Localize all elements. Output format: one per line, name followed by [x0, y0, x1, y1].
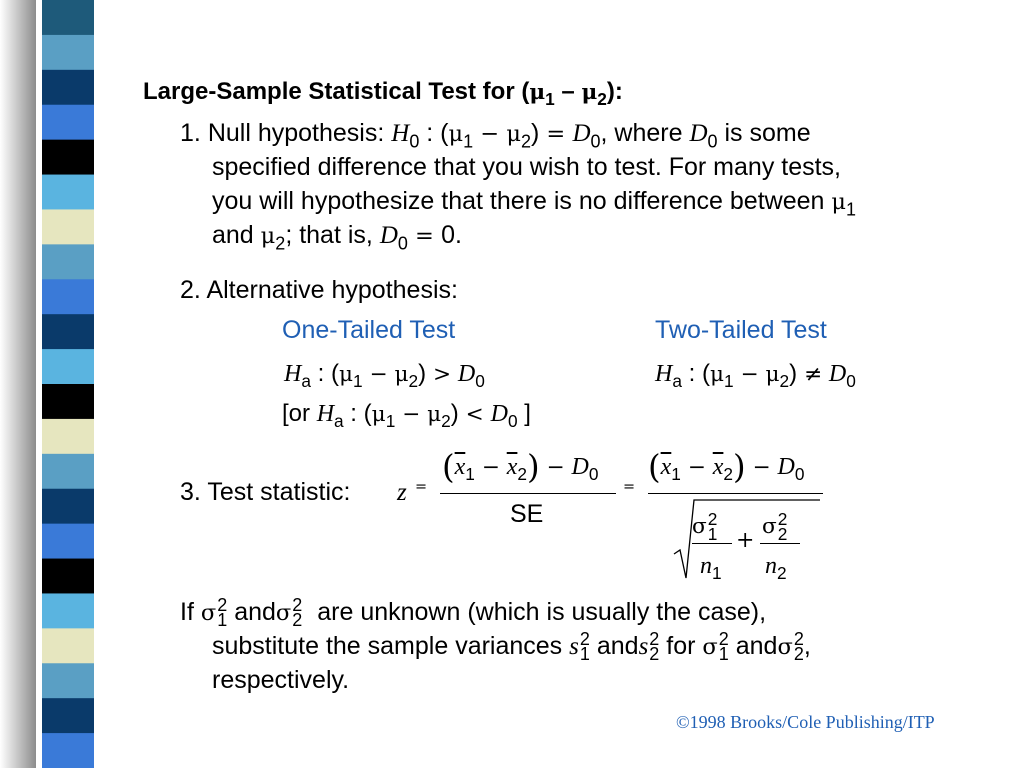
strip-block [42, 524, 94, 559]
strip-block [42, 663, 94, 698]
strip-block [42, 419, 94, 454]
fraction-bar-2 [648, 493, 823, 494]
mu-symbol: μ [394, 362, 409, 387]
item2-line: 2. Alternative hypothesis: [180, 276, 458, 304]
strip-block [42, 70, 94, 105]
item1-line3: you will hypothesize that there is no difference between $\mu_1$ [212, 187, 857, 220]
item3-number: 3. [180, 478, 201, 506]
strip-block [42, 349, 94, 384]
fraction-sqrt-numerator: $(\overline{x}_1 - \overline{x}_2) - D_0$ [648, 448, 805, 486]
mu-symbol: μ [765, 362, 780, 387]
mu-symbol: μ [260, 223, 276, 249]
mu-symbol: μ [371, 402, 386, 427]
note-line3: respectively. [212, 666, 350, 694]
strip-block [42, 559, 94, 594]
two-tailed-ha: $H_a$ : $(\mu_1 - \mu_2) \ne D_0$ [655, 360, 856, 392]
equals-sign-2: = [623, 479, 636, 495]
z-variable: z [397, 479, 407, 506]
decorative-left-strip [0, 0, 128, 768]
mu-symbol: μ [529, 80, 546, 105]
copyright-notice: ©1998 Brooks/Cole Publishing/ITP [676, 712, 935, 732]
note-line2: substitute the sample variances s 2 1 ands 2 2 for σ 2 1 andσ 2 2 , [212, 629, 811, 665]
strip-block [42, 593, 94, 628]
strip-block [42, 314, 94, 349]
equals-sign-1: = [415, 479, 428, 495]
mu-symbol: μ [448, 121, 464, 147]
strip-block [42, 35, 94, 70]
strip-block [42, 384, 94, 419]
strip-block [42, 454, 94, 489]
sigma1-squared: σ 2 1 [692, 509, 718, 544]
strip-block [42, 698, 94, 733]
mu-symbol: μ [709, 362, 724, 387]
n1-denominator: $n_1$ [700, 553, 722, 584]
mu-symbol: μ [831, 189, 846, 215]
item2-number: 2. [180, 276, 201, 304]
strip-block [42, 175, 94, 210]
item1-line4: and $\mu_2$; that is, $D_0 = 0$. [212, 221, 462, 254]
strip-block [42, 209, 94, 244]
inner-fraction-bar-2 [760, 543, 800, 544]
mu-symbol: μ [427, 402, 442, 427]
note-line1: If σ 2 1 andσ 2 2 are unknown (which is usually the case), [180, 595, 767, 631]
n2-denominator: $n_2$ [765, 553, 787, 584]
item1-number: 1. [180, 119, 201, 147]
fraction-bar-1 [440, 493, 616, 494]
mu-symbol: μ [338, 362, 353, 387]
strip-block [42, 628, 94, 663]
strip-block [42, 244, 94, 279]
slide-title: Large-Sample Statistical Test for $(\mu_1 - \mu_2)$: [143, 78, 623, 110]
fraction-se-denominator: SE [510, 500, 544, 528]
item1-line2: specified difference that you wish to test. For many tests, [212, 153, 842, 181]
one-tailed-ha-less: [or $H_a$ : $(\mu_1 - \mu_2) < D_0$ ] [282, 400, 531, 432]
strip-block [42, 733, 94, 768]
two-tailed-heading: Two-Tailed Test [655, 316, 827, 344]
strip-block [42, 489, 94, 524]
strip-block [42, 105, 94, 140]
strip-block [42, 140, 94, 175]
one-tailed-ha-greater: $H_a$ : $(\mu_1 - \mu_2) > D_0$ [284, 360, 485, 392]
mu-symbol: μ [581, 80, 598, 105]
strip-block [42, 279, 94, 314]
item3-label: 3. Test statistic: [180, 478, 351, 506]
mu-symbol: μ [506, 121, 521, 147]
sigma2-squared: σ 2 2 [762, 509, 788, 544]
plus-sign: + [736, 528, 755, 553]
item1-line1: 1. Null hypothesis: $H_0$ : $(\mu_1 - \mu_2) = D_0$, where $D_0$ is some [180, 119, 811, 152]
strip-block [42, 0, 94, 35]
one-tailed-heading: One-Tailed Test [282, 316, 456, 344]
inner-fraction-bar-1 [692, 543, 732, 544]
fraction-se-numerator: $(\overline{x}_1 - \overline{x}_2) - D_0$ [442, 448, 599, 486]
